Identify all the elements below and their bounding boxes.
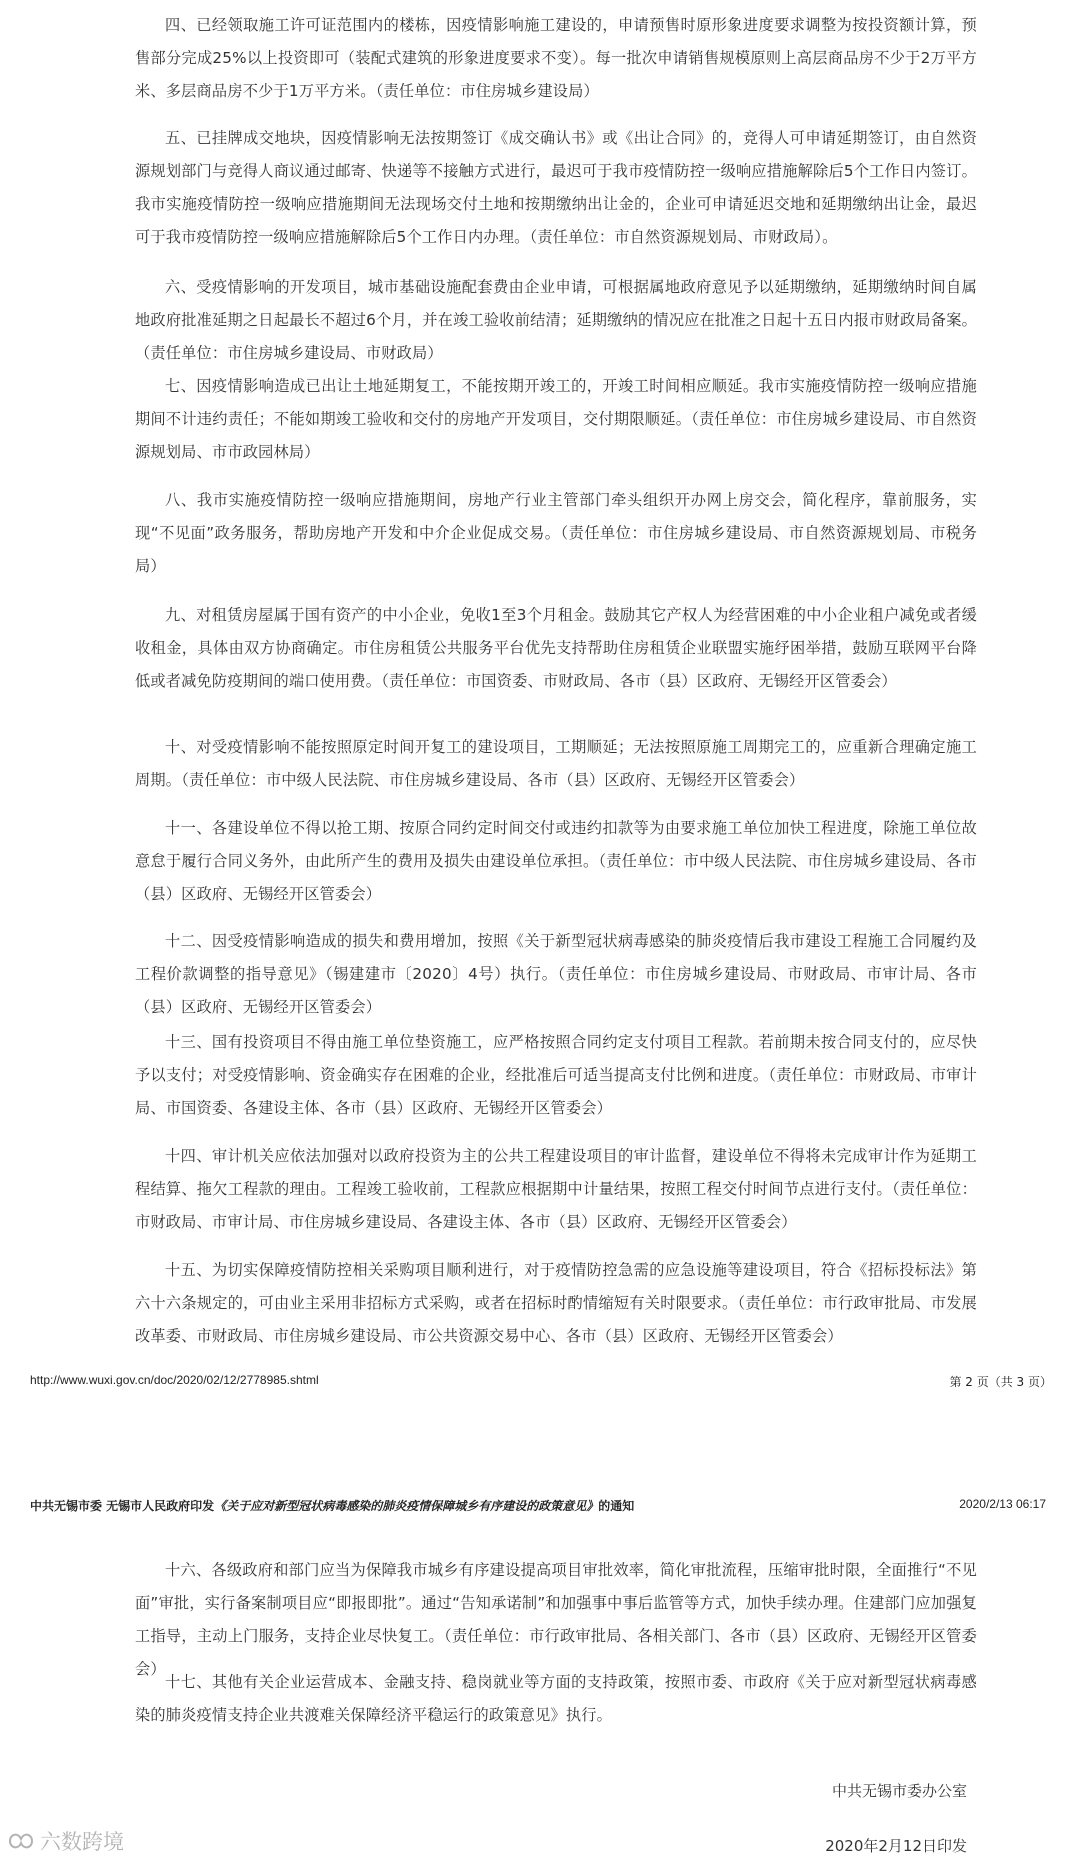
print-header-date: 2020/2/13 06:17 bbox=[959, 1497, 1046, 1511]
header-doc-name: 《关于应对新型冠状病毒感染的肺炎疫情保障城乡有序建设的政策意见》 bbox=[214, 1499, 599, 1513]
paragraph-item-4: 四、已经领取施工许可证范围内的楼栋，因疫情影响施工建设的，申请预售时原形象进度要求调整为按投资额计算，预售部分完成25%以上投资即可（装配式建筑的形象进度要求不变）。每一批次申请销售规模原则上高层商品房不少于2万平方米、多层商品房不少于1万平方米。（责任单位：市住房城乡建设局） bbox=[135, 16, 977, 100]
signing-office: 中共无锡市委办公室 bbox=[831, 1782, 967, 1800]
paragraph-item-13: 十三、国有投资项目不得由施工单位垫资施工，应严格按照合同约定支付项目工程款。若前期未按合同支付的，应尽快予以支付；对受疫情影响、资金确实存在困难的企业，经批准后可适当提高支付比例和进度。（责任单位：市财政局、市审计局、市国资委、各建设主体、各市（县）区政府、无锡经开区管委会） bbox=[135, 1033, 977, 1117]
paragraph-item-6: 六、受疫情影响的开发项目，城市基础设施配套费由企业申请，可根据属地政府意见予以延期缴纳，延期缴纳时间自属地政府批准延期之日起最长不超过6个月，并在竣工验收前结清；延期缴纳的情况应在批准之日起十五日内报市财政局备案。（责任单位：市住房城乡建设局、市财政局） bbox=[135, 278, 977, 362]
paragraph-item-15: 十五、为切实保障疫情防控相关采购项目顺利进行，对于疫情防控急需的应急设施等建设项目，符合《招标投标法》第六十六条规定的，可由业主采用非招标方式采购，或者在招标时酌情缩短有关时限要求。（责任单位：市行政审批局、市发展改革委、市财政局、市住房城乡建设局、市公共资源交易中心、各市（县）区政府、无锡经开区管委会） bbox=[135, 1261, 977, 1345]
page-number: 第 2 页（共 3 页） bbox=[949, 1375, 1052, 1389]
paragraph-item-7: 七、因疫情影响造成已出让土地延期复工，不能按期开竣工的，开竣工时间相应顺延。我市实施疫情防控一级响应措施期间不计违约责任；不能如期竣工验收和交付的房地产开发项目，交付期限顺延。（责任单位：市住房城乡建设局、市自然资源规划局、市市政园林局） bbox=[135, 377, 977, 461]
print-header-title bbox=[30, 1497, 634, 1514]
paragraph-item-9: 九、对租赁房屋属于国有资产的中小企业，免收1至3个月租金。鼓励其它产权人为经营困难的中小企业租户减免或者缓收租金，具体由双方协商确定。市住房租赁公共服务平台优先支持帮助住房租赁企业联盟实施纾困举措，鼓励互联网平台降低或者减免防疫期间的端口使用费。（责任单位：市国资委、市财政局、各市（县）区政府、无锡经开区管委会） bbox=[135, 606, 977, 690]
page-url-link[interactable]: http://www.wuxi.gov.cn/doc/2020/02/12/2778985.shtml bbox=[30, 1373, 319, 1387]
paragraph-item-10: 十、对受疫情影响不能按照原定时间开复工的建设项目，工期顺延；无法按照原施工周期完工的，应重新合理确定施工周期。（责任单位：市中级人民法院、市住房城乡建设局、各市（县）区政府、无锡经开区管委会） bbox=[135, 738, 977, 789]
paragraph-item-17: 十七、其他有关企业运营成本、金融支持、稳岗就业等方面的支持政策，按照市委、市政府《关于应对新型冠状病毒感染的肺炎疫情支持企业共渡难关保障经济平稳运行的政策意见》执行。 bbox=[135, 1673, 977, 1724]
watermark bbox=[6, 1826, 124, 1856]
paragraph-item-12: 十二、因受疫情影响造成的损失和费用增加，按照《关于新型冠状病毒感染的肺炎疫情后我市建设工程施工合同履约及工程价款调整的指导意见》（锡建建市〔2020〕4号）执行。（责任单位：市住房城乡建设局、市财政局、市审计局、各市（县）区政府、无锡经开区管委会） bbox=[135, 932, 977, 1016]
paragraph-item-14: 十四、审计机关应依法加强对以政府投资为主的公共工程建设项目的审计监督，建设单位不得将未完成审计作为延期工程结算、拖欠工程款的理由。工程竣工验收前，工程款应根据期中计量结果，按照工程交付时间节点进行支付。（责任单位：市财政局、市审计局、市住房城乡建设局、各建设主体、各市（县）区政府、无锡经开区管委会） bbox=[135, 1147, 977, 1231]
paragraph-item-16: 十六、各级政府和部门应当为保障我市城乡有序建设提高项目审批效率，简化审批流程，压缩审批时限，全面推行“不见面”审批，实行备案制项目应“即报即批”。通过“告知承诺制”和加强事中事后监管等方式，加快手续办理。住建部门应加强复工指导，主动上门服务，支持企业尽快复工。（责任单位：市行政审批局、各相关部门、各市（县）区政府、无锡经开区管委会） bbox=[135, 1561, 977, 1678]
watermark-text: 六数跨境 bbox=[40, 1830, 124, 1854]
logo-icon bbox=[6, 1829, 36, 1853]
header-suffix: 的通知 bbox=[598, 1499, 635, 1513]
issue-date: 2020年2月12日印发 bbox=[825, 1837, 967, 1855]
paragraph-item-8: 八、我市实施疫情防控一级响应措施期间，房地产行业主管部门牵头组织开办网上房交会，简化程序，靠前服务，实现“不见面”政务服务，帮助房地产开发和中介企业促成交易。（责任单位：市住房城乡建设局、市自然资源规划局、市税务局） bbox=[135, 491, 977, 575]
paragraph-item-11: 十一、各建设单位不得以抢工期、按原合同约定时间交付或违约扣款等为由要求施工单位加快工程进度，除施工单位故意怠于履行合同义务外，由此所产生的费用及损失由建设单位承担。（责任单位：市中级人民法院、市住房城乡建设局、各市（县）区政府、无锡经开区管委会） bbox=[135, 819, 977, 903]
paragraph-item-5: 五、已挂牌成交地块，因疫情影响无法按期签订《成交确认书》或《出让合同》的，竞得人可申请延期签订，由自然资源规划部门与竞得人商议通过邮寄、快递等不接触方式进行，最迟可于我市疫情防控一级响应措施解除后5个工作日内签订。我市实施疫情防控一级响应措施期间无法现场交付土地和按期缴纳出让金的，企业可申请延迟交地和延期缴纳出让金，最迟可于我市疫情防控一级响应措施解除后5个工作日内办理。（责任单位：市自然资源规划局、市财政局）。 bbox=[135, 129, 977, 246]
header-prefix: 中共无锡市委 无锡市人民政府印发 bbox=[30, 1499, 215, 1513]
